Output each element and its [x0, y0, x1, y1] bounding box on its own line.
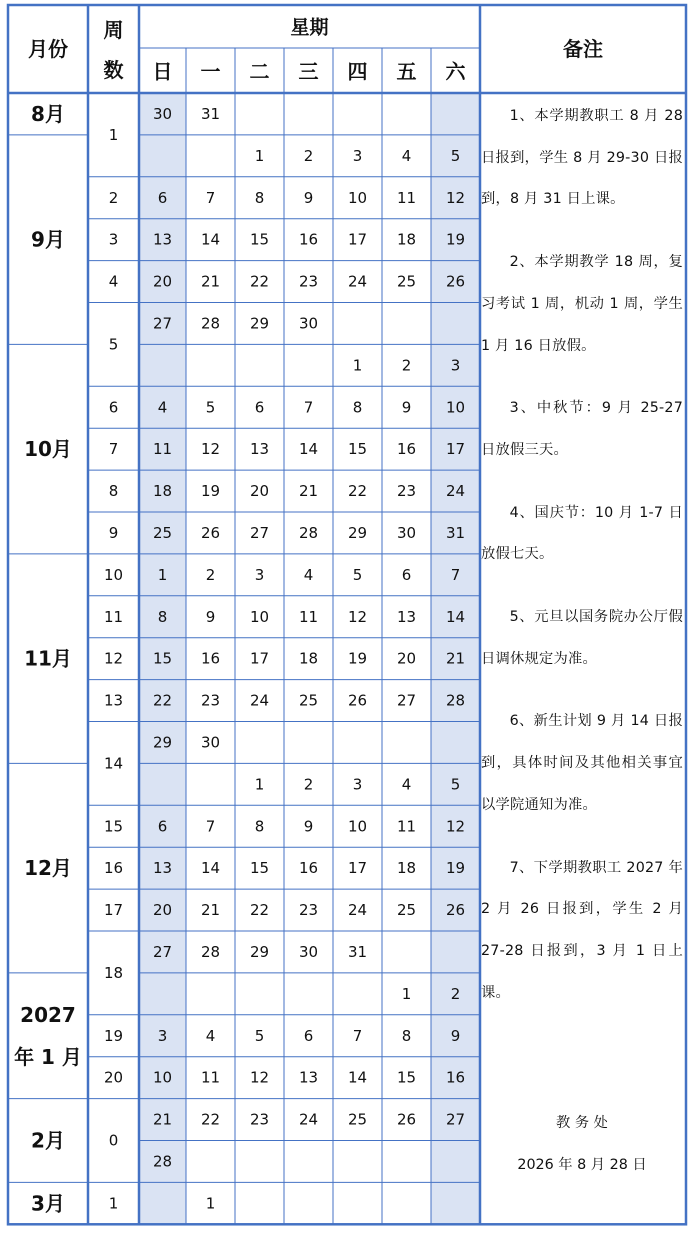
week-number: 18	[103, 963, 124, 982]
day-cell: 26	[445, 901, 466, 920]
day-cell: 18	[396, 230, 417, 249]
day-cell: 16	[396, 440, 417, 459]
day-cell: 18	[152, 482, 173, 501]
day-cell: 16	[298, 230, 319, 249]
day-cell: 9	[205, 607, 216, 626]
day-cell: 8	[254, 817, 265, 836]
day-cell: 4	[303, 565, 314, 584]
day-cell: 7	[352, 1026, 363, 1045]
week-number: 0	[108, 1131, 119, 1150]
day-cell: 22	[249, 901, 270, 920]
day-cell: 9	[450, 1026, 461, 1045]
day-cell: 17	[445, 440, 466, 459]
weekday-header: 一	[200, 59, 221, 84]
weekday-header: 五	[396, 59, 417, 84]
day-cell: 16	[298, 859, 319, 878]
day-cell: 7	[303, 398, 314, 417]
day-cell: 22	[200, 1110, 221, 1129]
week-number: 8	[108, 482, 119, 501]
day-cell: 5	[352, 565, 363, 584]
day-cell: 12	[347, 607, 368, 626]
day-cell: 24	[347, 272, 368, 291]
day-cell: 15	[152, 649, 173, 668]
day-cell: 24	[249, 691, 270, 710]
day-cell: 27	[152, 314, 173, 333]
week-number: 17	[103, 901, 124, 920]
week-number: 12	[103, 649, 124, 668]
week-number: 4	[108, 272, 119, 291]
day-cell: 22	[347, 482, 368, 501]
week-number: 3	[108, 230, 119, 249]
day-cell: 28	[200, 942, 221, 961]
month-label: 12月	[24, 856, 72, 881]
day-cell: 21	[200, 901, 221, 920]
day-cell: 11	[152, 440, 173, 459]
day-cell: 6	[401, 565, 412, 584]
day-cell: 29	[249, 942, 270, 961]
day-cell: 1	[205, 1194, 216, 1213]
day-cell: 31	[200, 104, 221, 123]
day-cell: 6	[303, 1026, 314, 1045]
day-cell: 27	[152, 942, 173, 961]
day-cell: 10	[249, 607, 270, 626]
day-cell: 14	[200, 230, 221, 249]
day-cell: 26	[200, 523, 221, 542]
day-cell: 1	[352, 356, 363, 375]
day-cell: 21	[152, 1110, 173, 1129]
day-cell: 2	[303, 146, 314, 165]
week-number-header: 周	[103, 18, 124, 42]
day-cell: 30	[200, 733, 221, 752]
day-cell: 11	[200, 1068, 221, 1087]
day-cell: 26	[347, 691, 368, 710]
day-cell: 9	[303, 817, 314, 836]
day-cell: 15	[249, 230, 270, 249]
day-cell: 8	[352, 398, 363, 417]
month-label: 8月	[31, 101, 65, 126]
month-label: 3月	[31, 1191, 65, 1216]
day-cell: 1	[401, 984, 412, 1003]
day-cell: 13	[249, 440, 270, 459]
day-cell: 3	[352, 146, 363, 165]
day-cell: 5	[254, 1026, 265, 1045]
day-cell: 30	[298, 314, 319, 333]
day-cell: 8	[157, 607, 168, 626]
note-item: 2、本学期教学 18 周，复习考试 1 周，机动 1 周，学生 1 月 16 日放假。	[481, 254, 683, 354]
week-number: 19	[103, 1026, 124, 1045]
signature-date: 2026 年 8 月 28 日	[517, 1157, 647, 1173]
day-cell: 4	[157, 398, 168, 417]
day-cell: 18	[396, 859, 417, 878]
day-cell: 23	[298, 272, 319, 291]
day-cell: 26	[396, 1110, 417, 1129]
note-item: 6、新生计划 9 月 14 日报到，具体时间及其他相关事宜以学院通知为准。	[481, 713, 683, 813]
weekday-header: 四	[347, 59, 368, 84]
month-label: 11月	[24, 646, 72, 671]
month-label: 10月	[24, 437, 72, 462]
day-cell: 20	[396, 649, 417, 668]
day-cell: 3	[352, 775, 363, 794]
day-cell: 23	[249, 1110, 270, 1129]
week-number: 1	[108, 125, 119, 144]
day-cell: 30	[152, 104, 173, 123]
note-item: 1、本学期教职工 8 月 28 日报到，学生 8 月 29-30 日报到，8 月 31 日上课。	[481, 108, 683, 208]
week-number: 7	[108, 440, 119, 459]
day-cell: 2	[401, 356, 412, 375]
day-cell: 8	[254, 188, 265, 207]
day-cell: 6	[157, 817, 168, 836]
day-cell: 29	[152, 733, 173, 752]
notes-header: 备注	[563, 37, 603, 61]
day-cell: 24	[298, 1110, 319, 1129]
day-cell: 14	[347, 1068, 368, 1087]
day-cell: 15	[249, 859, 270, 878]
day-cell: 25	[347, 1110, 368, 1129]
day-cell: 15	[396, 1068, 417, 1087]
weekday-header: 三	[298, 59, 319, 84]
day-cell: 22	[249, 272, 270, 291]
day-cell: 12	[249, 1068, 270, 1087]
day-cell: 9	[401, 398, 412, 417]
day-cell: 1	[254, 146, 265, 165]
month-label: 2027	[20, 1002, 76, 1027]
day-cell: 10	[347, 188, 368, 207]
day-cell: 19	[445, 859, 466, 878]
day-cell: 22	[152, 691, 173, 710]
day-cell: 7	[205, 817, 216, 836]
week-number: 15	[103, 817, 124, 836]
week-number: 6	[108, 398, 119, 417]
day-cell: 2	[450, 984, 461, 1003]
week-number: 1	[108, 1194, 119, 1213]
day-cell: 28	[445, 691, 466, 710]
day-cell: 4	[401, 775, 412, 794]
day-cell: 1	[157, 565, 168, 584]
day-cell: 16	[200, 649, 221, 668]
day-cell: 3	[450, 356, 461, 375]
day-cell: 25	[396, 272, 417, 291]
day-cell: 12	[200, 440, 221, 459]
day-cell: 17	[347, 230, 368, 249]
day-cell: 20	[152, 272, 173, 291]
day-cell: 31	[347, 942, 368, 961]
day-cell: 28	[152, 1152, 173, 1171]
day-cell: 16	[445, 1068, 466, 1087]
day-cell: 30	[396, 523, 417, 542]
day-cell: 23	[396, 482, 417, 501]
day-cell: 28	[200, 314, 221, 333]
weekday-header: 日	[152, 59, 173, 84]
day-cell: 4	[205, 1026, 216, 1045]
notes-panel	[481, 96, 683, 1196]
day-cell: 18	[298, 649, 319, 668]
day-cell: 23	[200, 691, 221, 710]
day-cell: 12	[445, 188, 466, 207]
day-cell: 10	[445, 398, 466, 417]
day-cell: 23	[298, 901, 319, 920]
day-cell: 11	[298, 607, 319, 626]
weekday-group-header: 星期	[290, 16, 329, 39]
day-cell: 25	[298, 691, 319, 710]
day-cell: 21	[200, 272, 221, 291]
day-cell: 19	[200, 482, 221, 501]
week-number: 14	[103, 754, 124, 773]
day-cell: 17	[249, 649, 270, 668]
month-label: 2月	[31, 1128, 65, 1153]
day-cell: 3	[157, 1026, 168, 1045]
day-cell: 20	[152, 901, 173, 920]
month-header: 月份	[28, 37, 68, 61]
day-cell: 11	[396, 188, 417, 207]
week-number: 2	[108, 188, 119, 207]
day-cell: 17	[347, 859, 368, 878]
day-cell: 29	[347, 523, 368, 542]
day-cell: 9	[303, 188, 314, 207]
day-cell: 12	[445, 817, 466, 836]
day-cell: 13	[152, 859, 173, 878]
note-item: 7、下学期教职工 2027 年 2 月 26 日报到，学生 2 月 27-28 日报到，3 月 1 日上课。	[481, 859, 683, 1001]
month-label: 9月	[31, 227, 65, 252]
weekday-header: 二	[249, 59, 270, 84]
week-number: 11	[103, 607, 124, 626]
day-cell: 11	[396, 817, 417, 836]
day-cell: 25	[152, 523, 173, 542]
week-number-header: 数	[103, 58, 124, 82]
day-cell: 5	[450, 775, 461, 794]
day-cell: 10	[347, 817, 368, 836]
note-item: 4、国庆节：10 月 1-7 日放假七天。	[481, 504, 683, 563]
day-cell: 7	[205, 188, 216, 207]
day-cell: 13	[298, 1068, 319, 1087]
day-cell: 10	[152, 1068, 173, 1087]
weekday-header: 六	[445, 59, 466, 84]
day-cell: 5	[450, 146, 461, 165]
day-cell: 24	[347, 901, 368, 920]
day-cell: 28	[298, 523, 319, 542]
signature-office: 教 务 处	[556, 1115, 608, 1131]
day-cell: 19	[445, 230, 466, 249]
day-cell: 13	[396, 607, 417, 626]
day-cell: 29	[249, 314, 270, 333]
day-cell: 2	[205, 565, 216, 584]
day-cell: 2	[303, 775, 314, 794]
day-cell: 8	[401, 1026, 412, 1045]
day-cell: 31	[445, 523, 466, 542]
day-cell: 24	[445, 482, 466, 501]
day-cell: 4	[401, 146, 412, 165]
week-number: 9	[108, 523, 119, 542]
note-item: 3、中秋节：9 月 25-27 日放假三天。	[481, 400, 683, 458]
week-number: 10	[103, 565, 124, 584]
day-cell: 30	[298, 942, 319, 961]
day-cell: 25	[396, 901, 417, 920]
day-cell: 6	[254, 398, 265, 417]
day-cell: 27	[445, 1110, 466, 1129]
day-cell: 14	[200, 859, 221, 878]
day-cell: 21	[445, 649, 466, 668]
week-number: 13	[103, 691, 124, 710]
day-cell: 3	[254, 565, 265, 584]
day-cell: 1	[254, 775, 265, 794]
day-cell: 26	[445, 272, 466, 291]
day-cell: 13	[152, 230, 173, 249]
week-number: 16	[103, 859, 124, 878]
day-cell: 5	[205, 398, 216, 417]
day-cell: 15	[347, 440, 368, 459]
note-item: 5、元旦以国务院办公厅假日调休规定为准。	[481, 609, 683, 667]
week-number: 5	[108, 335, 119, 354]
month-label: 年 1 月	[14, 1044, 82, 1069]
day-cell: 27	[396, 691, 417, 710]
day-cell: 19	[347, 649, 368, 668]
day-cell: 20	[249, 482, 270, 501]
day-cell: 6	[157, 188, 168, 207]
day-cell: 7	[450, 565, 461, 584]
day-cell: 14	[445, 607, 466, 626]
day-cell: 27	[249, 523, 270, 542]
day-cell: 14	[298, 440, 319, 459]
week-number: 20	[103, 1068, 124, 1087]
day-cell: 21	[298, 482, 319, 501]
